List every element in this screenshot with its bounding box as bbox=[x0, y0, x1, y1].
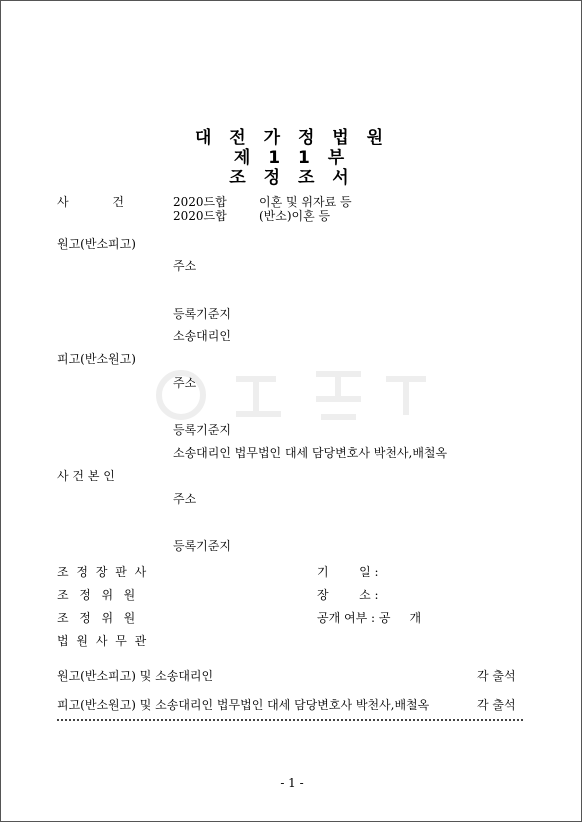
page-number: - 1 - bbox=[280, 776, 304, 790]
case-number-2: 2020드합 bbox=[173, 209, 227, 223]
hearing-place-label: 장 소 : bbox=[317, 588, 379, 602]
principal-address: 주소 bbox=[173, 492, 197, 506]
principal-label: 사 건 본 인 bbox=[57, 469, 115, 483]
defendant-label: 피고(반소원고) bbox=[57, 352, 136, 366]
attendance-party-2: 피고(반소원고) 및 소송대리인 법무법인 대세 담당변호사 박천사,배철옥 bbox=[57, 698, 430, 712]
principal-registered: 등록기준지 bbox=[173, 539, 231, 553]
case-name-2: (반소)이혼 등 bbox=[259, 209, 331, 223]
defendant-registered: 등록기준지 bbox=[173, 423, 231, 437]
case-name-1: 이혼 및 위자료 등 bbox=[259, 195, 352, 209]
division-name: 제 1 1 부 bbox=[233, 148, 351, 168]
defendant-agent: 소송대리인 법무법인 대세 담당변호사 박천사,배철옥 bbox=[173, 446, 448, 460]
case-number-1: 2020드합 bbox=[173, 195, 227, 209]
clerk-label: 법 원 사 무 관 bbox=[57, 634, 149, 648]
member-label-2: 조 정 위 원 bbox=[57, 611, 137, 625]
watermark-seal-icon bbox=[141, 359, 441, 429]
public-status: 공개 여부 : 공 개 bbox=[317, 611, 422, 625]
plaintiff-label: 원고(반소피고) bbox=[57, 237, 136, 251]
attendance-party-1: 원고(반소피고) 및 소송대리인 bbox=[57, 669, 214, 683]
document-title: 조 정 조 서 bbox=[229, 168, 355, 188]
plaintiff-address: 주소 bbox=[173, 259, 197, 273]
member-label-1: 조 정 위 원 bbox=[57, 588, 137, 602]
attendance-status-2: 각 출석 bbox=[477, 698, 516, 712]
judge-label: 조 정 장 판 사 bbox=[57, 565, 149, 579]
case-label: 사 건 bbox=[57, 195, 124, 209]
plaintiff-registered: 등록기준지 bbox=[173, 307, 231, 321]
court-name: 대 전 가 정 법 원 bbox=[194, 128, 390, 148]
hearing-date-label: 기 일 : bbox=[317, 565, 379, 579]
defendant-address: 주소 bbox=[173, 376, 197, 390]
dotted-divider bbox=[57, 719, 523, 721]
attendance-status-1: 각 출석 bbox=[477, 669, 516, 683]
plaintiff-agent: 소송대리인 bbox=[173, 329, 231, 343]
